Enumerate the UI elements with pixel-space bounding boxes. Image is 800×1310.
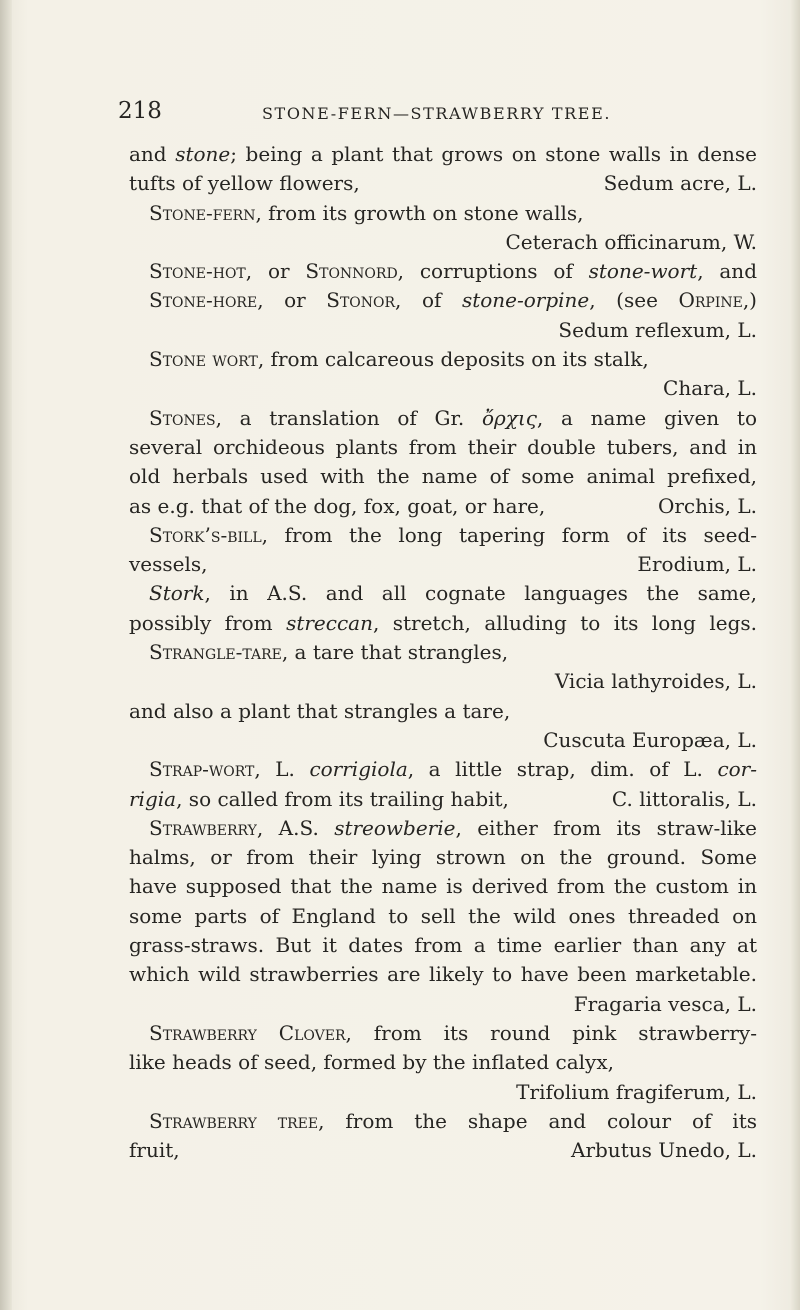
entry-strawberry-tree: Strawberry tree, from the shape and colour of its xyxy=(149,1108,757,1133)
dictionary-text xyxy=(129,140,757,1165)
text-line: tufts of yellow flowers, Sedum acre, L. xyxy=(129,171,757,196)
botanical-name: Sedum reflexum, L. xyxy=(558,317,757,342)
entry-stones: Stones, a translation of Gr. ὄρχις, a name given to xyxy=(149,405,757,430)
text-line: have supposed that the name is derived from the custom in xyxy=(129,874,757,899)
botanical-name: Trifolium fragiferum, L. xyxy=(516,1079,757,1104)
text-line: some parts of England to sell the wild ones threaded on xyxy=(129,903,757,928)
text-line: vessels, Erodium, L. xyxy=(129,552,757,577)
text-line: and also a plant that strangles a tare, xyxy=(129,698,511,723)
text-line: grass-straws. But it dates from a time earlier than any at xyxy=(129,933,757,958)
text-line: which wild strawberries are likely to have been marketable. xyxy=(129,962,757,987)
page-header xyxy=(0,98,800,128)
botanical-name: Ceterach officinarum, W. xyxy=(505,229,757,254)
entry-stone-hore: Stone-hore, or Stonor, of stone-orpine, (see Orpine,) xyxy=(149,288,757,313)
entry-strawberry-clover: Strawberry Clover, from its round pink strawberry- xyxy=(149,1020,757,1045)
text-line: possibly from streccan, stretch, alluding to its long legs. xyxy=(129,610,757,635)
botanical-name: Fragaria vesca, L. xyxy=(573,991,757,1016)
entry-strawberry: Strawberry, A.S. streowberie, either from its straw-like xyxy=(149,815,757,840)
running-title: STONE-FERN—STRAWBERRY TREE. xyxy=(262,104,612,123)
page-gutter-shadow xyxy=(0,0,12,1310)
entry-stone-fern: Stone-fern, from its growth on stone walls, xyxy=(149,200,584,225)
entry-stork: Stork, in A.S. and all cognate languages the same, xyxy=(149,581,757,606)
page-edge-shadow xyxy=(790,0,800,1310)
text-line: fruit, Arbutus Unedo, L. xyxy=(129,1138,757,1163)
botanical-name: Cuscuta Europæa, L. xyxy=(543,727,757,752)
text-line: like heads of seed, formed by the inflated calyx, xyxy=(129,1050,614,1075)
text-line: as e.g. that of the dog, fox, goat, or hare, Orchis, L. xyxy=(129,493,757,518)
botanical-name: Vicia lathyroides, L. xyxy=(554,669,757,694)
text-line: halms, or from their lying strown on the ground. Some xyxy=(129,845,757,870)
entry-strangle-tare: Strangle-tare, a tare that strangles, xyxy=(149,640,509,665)
text-line: old herbals used with the name of some animal prefixed, xyxy=(129,464,757,489)
entry-strap-wort: Strap-wort, L. corrigiola, a little strap, dim. of L. cor- xyxy=(149,757,757,782)
text-line: several orchideous plants from their double tubers, and in xyxy=(129,434,757,459)
entry-stone-wort: Stone wort, from calcareous deposits on its stalk, xyxy=(149,347,649,372)
page-number: 218 xyxy=(118,98,162,124)
entry-stone-hot: Stone-hot, or Stonnord, corruptions of stone-wort, and xyxy=(149,259,757,284)
text-line: and stone; being a plant that grows on stone walls in dense xyxy=(129,142,758,166)
botanical-name: Chara, L. xyxy=(663,376,757,401)
entry-storks-bill: Stork’s-bill, from the long tapering form of its seed- xyxy=(149,522,757,547)
text-line: rigia, so called from its trailing habit, C. littoralis, L. xyxy=(129,786,757,811)
